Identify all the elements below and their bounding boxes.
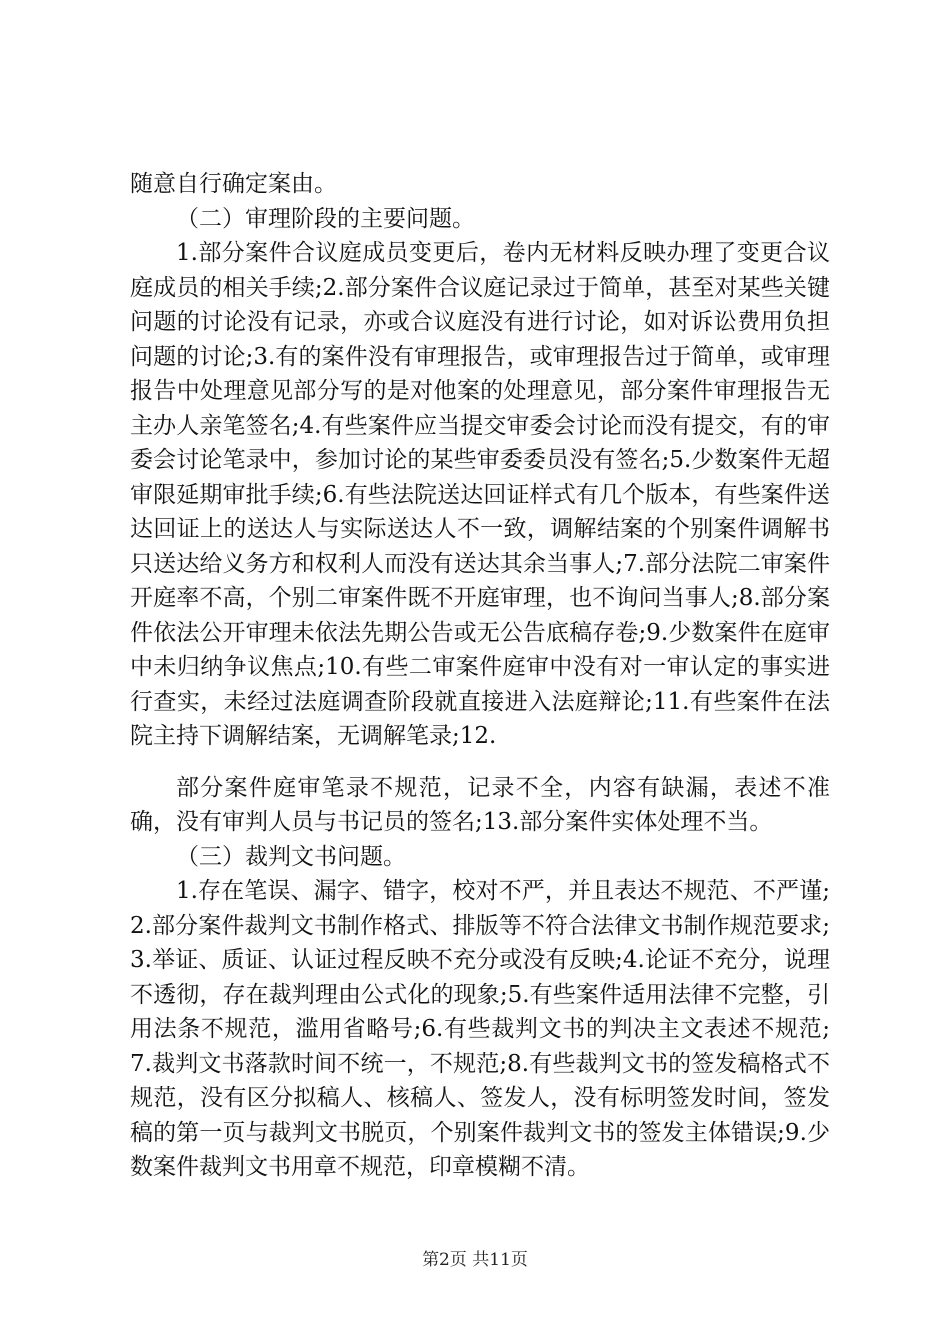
- section-heading-trial-stage: （二）审理阶段的主要问题。: [176, 205, 475, 232]
- document-body: [130, 167, 830, 1185]
- section-heading-judgment-documents: （三）裁判文书问题。: [176, 843, 406, 870]
- page-number-footer: 第2页 共11页: [422, 1250, 528, 1270]
- paragraph-trial-issues: 1.部分案件合议庭成员变更后，卷内无材料反映办理了变更合议庭成员的相关手续;2.部分案件合议庭记录过于简单，甚至对某些关键问题的讨论没有记录，亦或合议庭没有进行讨论，如对诉讼费用负担问题的讨论;3.有的案件没有审理报告，或审理报告过于简单，或审理报告中处理意见部分写的是对他案的处理意见，部分案件审理报告无主办人亲笔签名;4.有些案件应当提交审委会讨论而没有提交，有的审委会讨论笔录中，参加讨论的某些审委委员没有签名;5.少数案件无超审限延期审批手续;6.有些法院送达回证样式有几个版本，有些案件送达回证上的送达人与实际送达人不一致，调解结案的个别案件调解书只送达给义务方和权利人而没有送达其余当事人;7.部分法院二审案件开庭率不高，个别二审案件既不开庭审理，也不询问当事人;8.部分案件依法公开审理未依法先期公告或无公告底稿存卷;9.少数案件在庭审中未归纳争议焦点;10.有些二审案件庭审中没有对一审认定的事实进行查实，未经过法庭调查阶段就直接进入法庭辩论;11.有些案件在法院主持下调解结案，无调解笔录;12.: [130, 240, 830, 749]
- paragraph-case-cause: 随意自行确定案由。: [130, 171, 337, 197]
- paragraph-trial-record-issues: 部分案件庭审笔录不规范，记录不全，内容有缺漏，表述不准确，没有审判人员与书记员的签名;13.部分案件实体处理不当。: [130, 774, 830, 835]
- paragraph-judgment-document-issues: 1.存在笔误、漏字、错字，校对不严，并且表达不规范、不严谨;2.部分案件裁判文书制作格式、排版等不符合法律文书制作规范要求;3.举证、质证、认证过程反映不充分或没有反映;4.论证不充分，说理不透彻，存在裁判理由公式化的现象;5.有些案件适用法律不完整，引用法条不规范，滥用省略号;6.有些裁判文书的判决主文表述不规范;7.裁判文书落款时间不统一，不规范;8.有些裁判文书的签发稿格式不规范，没有区分拟稿人、核稿人、签发人，没有标明签发时间，签发稿的第一页与裁判文书脱页，个别案件裁判文书的签发主体错误;9.少数案件裁判文书用章不规范，印章模糊不清。: [130, 878, 830, 1180]
